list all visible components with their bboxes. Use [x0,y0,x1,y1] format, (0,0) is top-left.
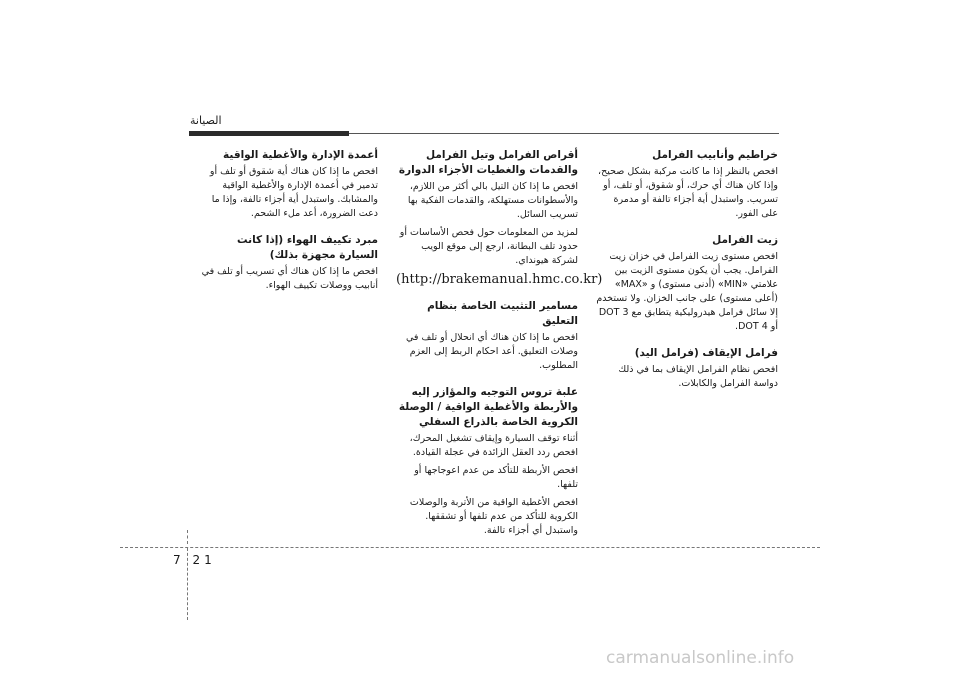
paragraph: افحص الأغطية الواقية من الأتربة والوصلات الكروية للتأكد من عدم تلفها أو تشققها. واستبدل أي أجزاء تالفة. [409,497,578,536]
paragraph: افحص نظام الفرامل الإيقاف بما في ذلك دواسة الفرامل والكابلات. [618,364,778,389]
header-rule-thin [349,133,779,134]
section-heading: مبرد تكييف الهواء (إذا كانت السيارة مجهزة بذلك) [237,234,378,261]
manual-url: (http://brakemanual.hmc.co.kr) [396,272,603,287]
page-number: 7 21 [173,553,216,567]
section-title: الصيانة [190,114,222,127]
paragraph: أثناء توقف السيارة وإيقاف تشغيل المحرك، افحص ردد العقل الزائدة في عجلة القيادة. [409,433,578,458]
paragraph: لمزيد من المعلومات حول فحص الأساسات أو حدود تلف البطانة، ارجع إلى موقع الويب لشركة هيونداي. [399,227,578,266]
paragraph: افحص مستوى زيت الفرامل في خزان زيت الفرامل. يجب أن يكون مستوى الزيت بين علامتي «MIN» (أدنى مستوى) و «MAX» (أعلى مستوى) على جانب الخزان. ولا تستخدم إلا سائل فرامل هيدروليكية يتطابق مع DOT 3 أو DOT 4. [596,251,778,332]
footer-divider [120,547,820,548]
column-right [596,148,778,391]
watermark-text: carmanualsonline.info [606,648,795,668]
section-heading: علبة تروس التوجيه والمؤازر إليه والأربطة والأغطية الواقية / الوصلة الكروية الخاصة بالذراع السفلي [398,386,578,428]
section-heading: فرامل الإيقاف (فرامل اليد) [634,347,778,359]
section-heading: أعمدة الإدارة والأغطية الواقية [223,149,378,161]
section-heading: خراطيم وأنابيب الفرامل [652,149,778,161]
paragraph: افحص ما إذا كان التيل بالي أكثر من اللازم، والأسطوانات مستهلكة، والقدمات الفكية بها تسريب السائل. [407,181,578,220]
section-heading: مسامير التثبيت الخاصة بنظام التعليق [427,300,578,327]
section-heading: أقراص الفرامل وتيل الفرامل والقدمات والغطيات الأجزاء الدوارة [398,149,578,176]
column-middle [396,148,603,538]
paragraph: افحص بالنظر إذا ما كانت مركبة بشكل صحيح، وإذا كان هناك أي حرك، أو شقوق، أو تلف، أو تسريب. واستبدل أية أجزاء تالفة أو مدمرة على الفور. [598,166,778,219]
header-rule-thick [189,131,349,136]
section-heading: زيت الفرامل [712,234,778,246]
paragraph: افحص ما إذا كان هناك أي تسريب أو تلف في أنابيب ووصلات تكييف الهواء. [201,266,378,291]
paragraph: افحص ما إذا كان هناك أية شقوق أو تلف أو تدمير في أعمدة الإدارة والأغطية الواقية والمشابك. واستبدل أية أجزاء تالفة، وإذا ما دعت الضرورة، أعد ملء الشحم. [209,166,378,219]
footer-vertical-divider-top [187,530,188,544]
paragraph: افحص الأربطة للتأكد من عدم اعوجاجها أو تلفها. [414,465,578,490]
paragraph: افحص ما إذا كان هناك أي انحلال أو تلف في وصلات التعليق. أعد احكام الربط إلى العزم المطلوب. [406,332,578,371]
column-left [196,148,378,293]
